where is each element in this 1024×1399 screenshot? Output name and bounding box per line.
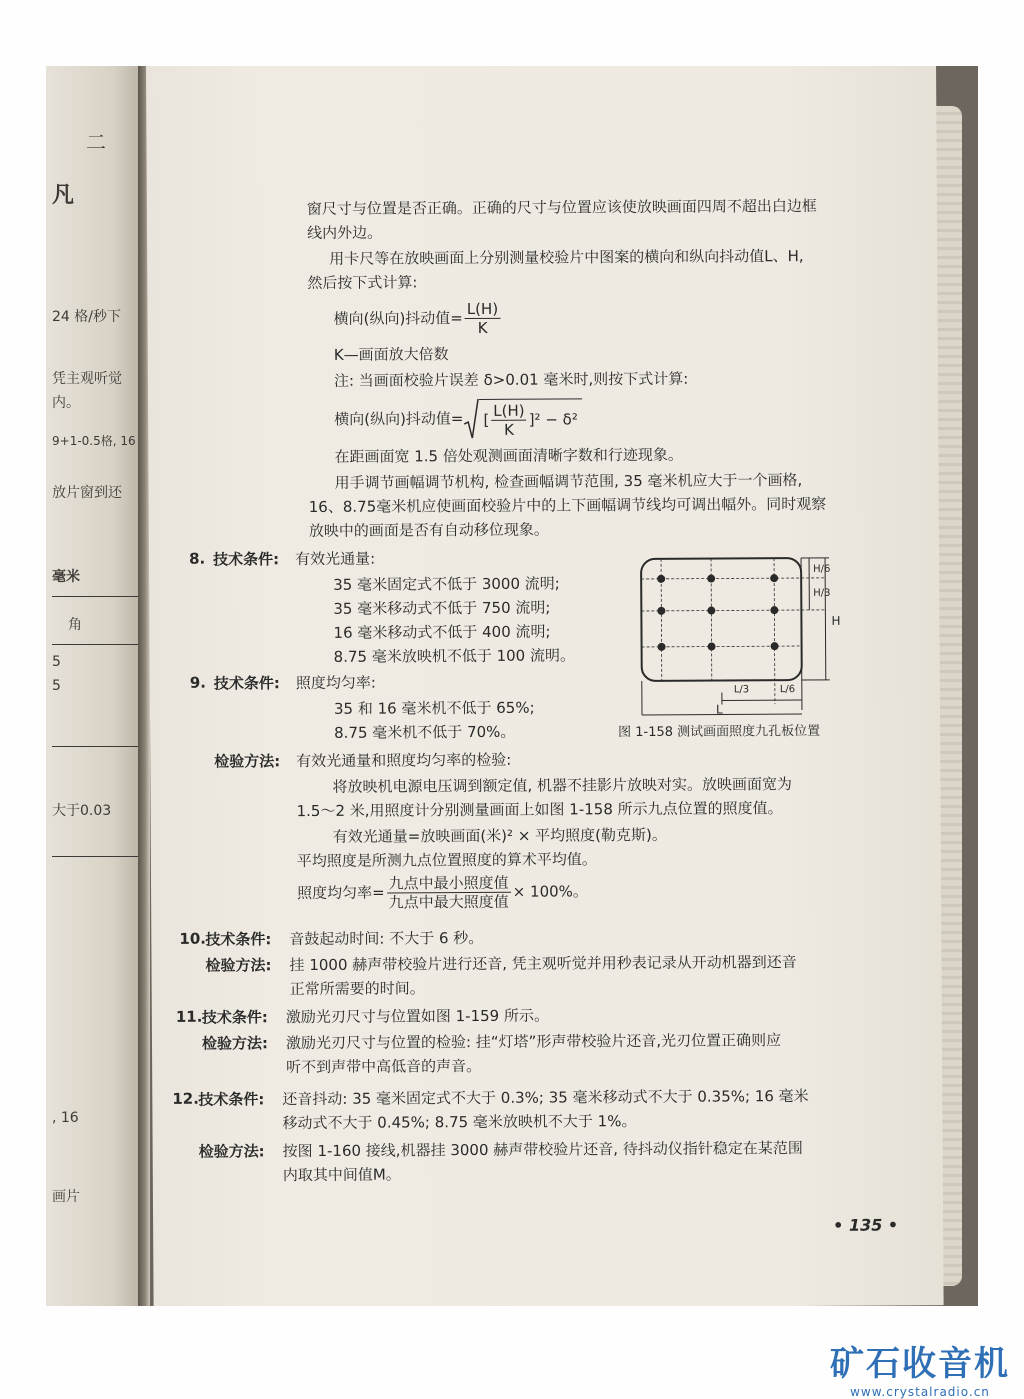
- dim-label: H: [831, 614, 840, 628]
- item-label: 技术条件:: [202, 1007, 268, 1027]
- method-label: 检验方法:: [202, 1033, 268, 1053]
- left-text: 凡: [52, 178, 74, 209]
- formula-lhs: 照度均匀率=: [297, 884, 385, 903]
- method-label: 检验方法:: [199, 1141, 265, 1161]
- body-text: 挂 1000 赫声带校验片进行还音, 凭主观听觉并用秒表记录从开动机器到还音: [289, 952, 796, 975]
- fraction: $\frac{L(H)}{K}$: [465, 300, 501, 337]
- body-text: 照度均匀率:: [296, 673, 376, 693]
- left-text: 内。: [52, 392, 80, 412]
- left-text: 5: [52, 654, 61, 670]
- page-number: • 135 •: [833, 1215, 898, 1234]
- item-label: 技术条件:: [205, 929, 271, 949]
- formula-lhs: 横向(纵向)抖动值=: [334, 410, 463, 429]
- left-text: 毫米: [52, 566, 80, 586]
- left-text: 5: [52, 678, 61, 694]
- watermark-logo: [830, 1336, 1010, 1399]
- left-text: 9+1-0.5格, 16: [52, 432, 136, 449]
- formula-uniformity: 照度均匀率= $\frac{\text{九点中最小照度值}}{\text{九点中最大照度值}}$ × 100%。: [297, 873, 588, 912]
- sqrt-icon: [463, 398, 479, 440]
- left-text: 放片窗到还: [52, 482, 122, 502]
- item-number: 11.: [176, 1008, 203, 1026]
- formula-jitter: [333, 300, 502, 338]
- left-text: 角: [68, 614, 82, 634]
- divider: [52, 856, 140, 857]
- body-text: 按图 1-160 接线,机器挂 3000 赫声带校验片还音, 待抖动仪指针稳定在某范围: [283, 1138, 803, 1161]
- item-number: 10.: [179, 930, 206, 948]
- body-text: 然后按下式计算:: [307, 272, 417, 293]
- body-text: 有效光通量:: [295, 549, 375, 569]
- body-text: 激励光刃尺寸与位置如图 1-159 所示。: [286, 1006, 549, 1028]
- spec-line: 35 毫米固定式不低于 3000 流明;: [333, 573, 560, 594]
- dim-label: L/3: [734, 684, 749, 695]
- watermark-name: 矿石收音机: [830, 1336, 1010, 1385]
- left-text: 二: [86, 126, 106, 155]
- body-text: 有效光通量=放映画面(米)² × 平均照度(勒克斯)。: [333, 825, 667, 847]
- item-number: 9.: [190, 674, 206, 692]
- item-label: 技术条件:: [214, 673, 280, 693]
- figure-1-158: [629, 552, 860, 723]
- fraction: $\frac{\text{九点中最小照度值}}{\text{九点中最大照度值}}$: [387, 874, 511, 912]
- item-number: 8.: [189, 550, 205, 568]
- divider: [52, 596, 140, 597]
- spec-line: 35 毫米移动式不低于 750 流明;: [333, 598, 550, 619]
- body-text: K—画面放大倍数: [334, 344, 449, 365]
- left-text: 凭主观听觉: [52, 368, 122, 388]
- body-text: 平均照度是所测九点位置照度的算术平均值。: [297, 849, 597, 871]
- right-page: [146, 66, 944, 1306]
- spec-line: 16 毫米移动式不低于 400 流明;: [333, 622, 550, 643]
- dim-label: H/6: [813, 564, 830, 575]
- body-text: 用卡尺等在放映画面上分别测量校验片中图案的横向和纵向抖动值L、H,: [329, 246, 804, 269]
- note-text: 注: 当画面校验片误差 δ>0.01 毫米时,则按下式计算:: [334, 369, 688, 391]
- body-text: 听不到声带中高低音的声音。: [286, 1056, 481, 1077]
- body-text: 将放映机电源电压调到额定值, 机器不挂影片放映对实。放映画面宽为: [332, 774, 792, 797]
- body-text: 放映中的画面是否有自动移位现象。: [309, 520, 549, 541]
- left-text: , 16: [52, 1110, 79, 1126]
- body-text: 线内外边。: [307, 223, 382, 243]
- watermark-url: www.crystalradio.cn: [830, 1385, 1010, 1399]
- spec-line: 8.75 毫米机不低于 70%。: [334, 722, 515, 743]
- body-text: 16、8.75毫米机应使画面校验片中的上下画幅调节线均可调出幅外。同时观察: [309, 494, 827, 517]
- spec-line: 35 和 16 毫米机不低于 65%;: [334, 698, 535, 719]
- body-text: 用手调节画幅调节机构, 检查画幅调节范围, 35 毫米机应大于一个画格,: [335, 470, 803, 493]
- body-text: 移动式不大于 0.45%; 8.75 毫米放映机不大于 1%。: [282, 1111, 636, 1133]
- body-text: 有效光通量和照度均匀率的检验:: [296, 750, 511, 771]
- body-text: 音鼓起动时间: 不大于 6 秒。: [289, 928, 483, 949]
- body-text: 正常所需要的时间。: [290, 978, 425, 999]
- method-label: 检验方法:: [214, 751, 280, 771]
- body-text: 内取其中间值M。: [283, 1164, 401, 1185]
- spec-line: 8.75 毫米放映机不低于 100 流明。: [334, 645, 575, 666]
- item-number: 12.: [172, 1090, 199, 1108]
- book-photo: [46, 66, 978, 1306]
- body-text: 还音抖动: 35 毫米固定式不大于 0.3%; 35 毫米移动式不大于 0.35%; 16 毫米: [282, 1086, 808, 1109]
- body-text: 窗尺寸与位置是否正确。正确的尺寸与位置应该使放映画面四周不超出白边框: [307, 196, 817, 219]
- formula-lhs: 横向(纵向)抖动值=: [334, 309, 463, 328]
- dim-label: L: [716, 702, 723, 716]
- dim-label: L/6: [780, 684, 795, 695]
- body-text: 1.5～2 米,用照度计分别测量画面上如图 1-158 所示九点位置的照度值。: [297, 798, 783, 821]
- method-label: 检验方法:: [205, 955, 271, 975]
- divider: [52, 746, 140, 747]
- nine-hole-plate-diagram: [629, 552, 860, 723]
- dim-label: H/3: [813, 588, 830, 599]
- fraction: $\frac{L(H)}{K}$: [491, 402, 527, 439]
- item-label: 技术条件:: [198, 1089, 264, 1109]
- left-text: 24 格/秒下: [52, 306, 121, 326]
- left-text: 画片: [52, 1186, 80, 1206]
- formula-jitter-corrected: 横向(纵向)抖动值= [ $\frac{L(H)}{K}$ ]² − δ²: [334, 397, 582, 441]
- body-text: 激励光刃尺寸与位置的检验: 挂“灯塔”形声带校验片还音,光刃位置正确则应: [286, 1030, 781, 1053]
- body-text: 在距画面宽 1.5 倍处观测画面清晰字数和行迹现象。: [334, 445, 683, 467]
- item-label: 技术条件:: [213, 549, 279, 569]
- left-page: [46, 66, 142, 1306]
- divider: [52, 644, 140, 645]
- figure-caption: 图 1-158 测试画面照度九孔板位置: [618, 720, 820, 740]
- left-text: 大于0.03: [52, 800, 111, 820]
